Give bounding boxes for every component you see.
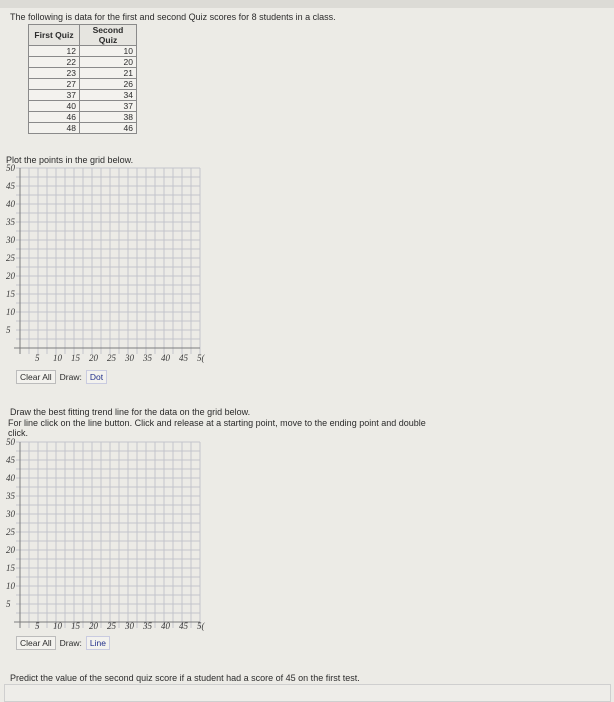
draw-label-2: Draw: [59,638,82,648]
first-quiz-cell: 37 [29,90,80,101]
x-tick-label: 5 [35,353,40,363]
plot2-controls [16,636,110,650]
plot-grid-1[interactable] [0,160,215,372]
first-quiz-cell: 23 [29,68,80,79]
dot-tool-button[interactable]: Dot [86,370,107,384]
second-quiz-cell: 10 [80,46,137,57]
y-tick-label: 10 [6,581,15,591]
answer-input[interactable] [4,684,611,702]
y-tick-label: 15 [6,289,15,299]
x-tick-label: 30 [125,621,134,631]
plot2-instruction-1: Draw the best fitting trend line for the data on the grid below. [10,407,251,417]
table-row [29,57,137,68]
x-tick-label: 5( [197,353,205,363]
x-tick-label: 25 [107,621,116,631]
y-tick-label: 35 [6,217,15,227]
plot-grid-2[interactable] [0,433,215,633]
second-quiz-cell: 46 [80,123,137,134]
table-row [29,101,137,112]
plot2-instruction-2: For line click on the line button. Click and release at a starting point, move to the ending point and double [8,418,426,428]
x-tick-label: 45 [179,353,188,363]
table-body [29,46,137,134]
y-tick-label: 50 [6,437,15,447]
y-tick-label: 40 [6,473,15,483]
clear-all-button[interactable]: Clear All [16,370,56,384]
x-tick-label: 40 [161,353,170,363]
x-tick-label: 15 [71,353,80,363]
header-second-quiz: Second Quiz [80,25,137,46]
y-tick-label: 30 [6,235,15,245]
table-row [29,46,137,57]
y-tick-label: 45 [6,181,15,191]
x-tick-label: 45 [179,621,188,631]
x-tick-label: 25 [107,353,116,363]
y-tick-label: 30 [6,509,15,519]
second-quiz-cell: 34 [80,90,137,101]
x-tick-label: 15 [71,621,80,631]
second-quiz-cell: 21 [80,68,137,79]
second-quiz-cell: 37 [80,101,137,112]
y-tick-label: 25 [6,527,15,537]
y-tick-label: 10 [6,307,15,317]
table-row [29,79,137,90]
first-quiz-cell: 27 [29,79,80,90]
header-first-quiz: First Quiz [29,25,80,46]
y-tick-label: 5 [6,599,11,609]
second-quiz-cell: 38 [80,112,137,123]
second-quiz-cell: 26 [80,79,137,90]
x-tick-label: 5 [35,621,40,631]
x-tick-label: 35 [143,353,152,363]
y-tick-label: 35 [6,491,15,501]
intro-text: The following is data for the first and second Quiz scores for 8 students in a class. [10,12,336,22]
line-tool-button[interactable]: Line [86,636,110,650]
first-quiz-cell: 40 [29,101,80,112]
top-bar [0,0,614,8]
first-quiz-cell: 46 [29,112,80,123]
second-quiz-cell: 20 [80,57,137,68]
plot1-controls [16,370,107,384]
x-tick-label: 35 [143,621,152,631]
quiz-data-table [28,24,137,134]
y-tick-label: 50 [6,163,15,173]
table-row [29,112,137,123]
first-quiz-cell: 48 [29,123,80,134]
y-tick-label: 45 [6,455,15,465]
draw-label: Draw: [59,372,82,382]
x-tick-label: 10 [53,621,62,631]
y-tick-label: 25 [6,253,15,263]
x-tick-label: 30 [125,353,134,363]
y-tick-label: 40 [6,199,15,209]
x-tick-label: 20 [89,353,98,363]
clear-all-button-2[interactable]: Clear All [16,636,56,650]
x-tick-label: 40 [161,621,170,631]
y-tick-label: 20 [6,271,15,281]
y-tick-label: 15 [6,563,15,573]
x-tick-label: 20 [89,621,98,631]
question-text: Predict the value of the second quiz score if a student had a score of 45 on the first test. [10,673,360,683]
y-tick-label: 20 [6,545,15,555]
x-tick-label: 5( [197,621,205,631]
first-quiz-cell: 12 [29,46,80,57]
y-tick-label: 5 [6,325,11,335]
x-tick-label: 10 [53,353,62,363]
table-row [29,90,137,101]
first-quiz-cell: 22 [29,57,80,68]
plot2-instruction-3: click. [8,428,28,438]
table-row [29,123,137,134]
plot1-instruction: Plot the points in the grid below. [6,155,134,165]
table-row [29,68,137,79]
